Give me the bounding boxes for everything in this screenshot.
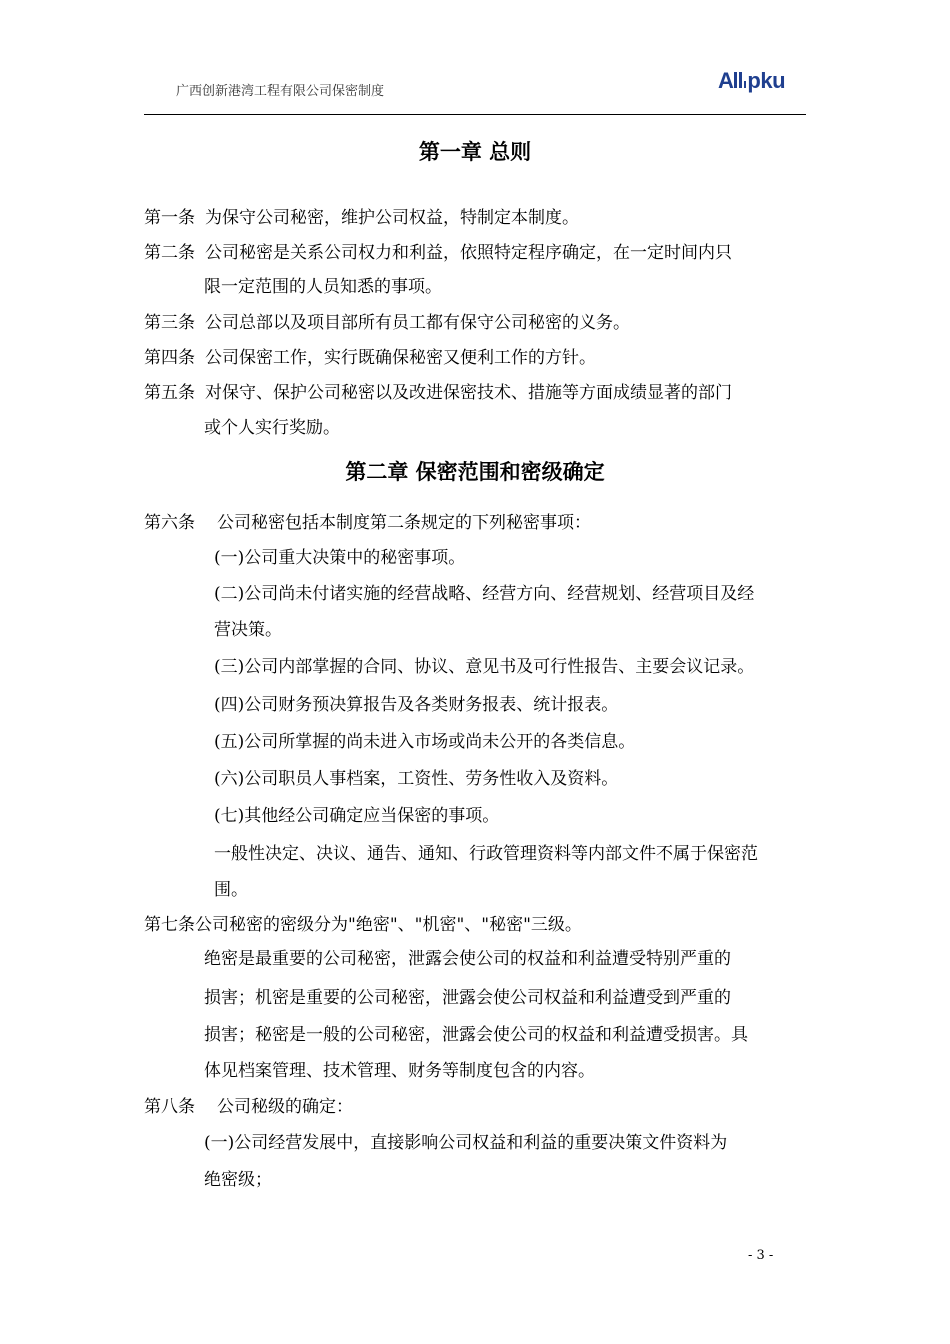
article-text: 公司保密工作，实行既确保秘密又便利工作的方针。 (205, 348, 596, 368)
article-label: 第一条 (144, 208, 195, 228)
article-label: 第八条 (144, 1097, 195, 1117)
article-8-line: (一)公司经营发展中，直接影响公司权益和利益的重要决策文件资料为 (204, 1133, 728, 1153)
article-label: 第二条 (144, 243, 195, 263)
article-6-item: (六)公司职员人事档案，工资性、劳务性收入及资料。 (214, 769, 619, 789)
article-6-item: (四)公司财务预决算报告及各类财务报表、统计报表。 (214, 695, 619, 715)
article-text: 为保守公司秘密，维护公司权益，特制定本制度。 (205, 208, 579, 228)
article-8-line: 绝密级； (204, 1170, 272, 1190)
header-title: 广西创新港湾工程有限公司保密制度 (176, 84, 385, 99)
article-4 (144, 343, 596, 368)
article-6-item: (二)公司尚未付诸实施的经营战略、经营方向、经营规划、经营项目及经 (214, 584, 755, 604)
article-7-line: 损害；秘密是一般的公司秘密，泄露会使公司的权益和利益遭受损害。具 (204, 1025, 748, 1045)
logo-bars-icon (733, 71, 747, 89)
article-text: 公司总部以及项目部所有员工都有保守公司秘密的义务。 (205, 313, 630, 333)
logo-letter: A (718, 68, 734, 93)
article-text: 对保守、保护公司秘密以及改进保密技术、措施等方面成绩显著的部门 (205, 383, 732, 403)
article-6-item: (三)公司内部掌握的合同、协议、意见书及可行性报告、主要会议记录。 (214, 657, 755, 677)
article-label: 第五条 (144, 383, 195, 403)
article-6-item: (五)公司所掌握的尚未进入市场或尚未公开的各类信息。 (214, 732, 636, 752)
article-2 (144, 238, 732, 263)
article-3 (144, 308, 630, 333)
article-7: 第七条公司秘密的密级分为"绝密"、"机密"、"秘密"三级。 (144, 915, 582, 935)
logo-suffix: pku (747, 68, 786, 93)
article-text: 公司秘级的确定： (217, 1097, 353, 1117)
article-7-line: 体见档案管理、技术管理、财务等制度包含的内容。 (204, 1061, 595, 1081)
article-7-line: 损害；机密是重要的公司秘密，泄露会使公司权益和利益遭受到严重的 (204, 988, 731, 1008)
article-8 (144, 1092, 353, 1117)
article-5 (144, 378, 732, 403)
article-6-item: 一般性决定、决议、通告、通知、行政管理资料等内部文件不属于保密范 (214, 844, 758, 864)
article-6-item: 围。 (214, 880, 248, 900)
article-6-item: 营决策。 (214, 620, 282, 640)
company-logo (718, 68, 785, 94)
article-1 (144, 203, 579, 228)
article-7-line: 绝密是最重要的公司秘密，泄露会使公司的权益和利益遭受特别严重的 (204, 949, 731, 969)
article-6-item: (一)公司重大决策中的秘密事项。 (214, 548, 466, 568)
page-number: - 3 - (748, 1248, 774, 1263)
article-label: 第六条 (144, 513, 195, 533)
header-rule (144, 114, 806, 115)
article-text: 公司秘密包括本制度第二条规定的下列秘密事项： (217, 513, 591, 533)
article-5-cont: 或个人实行奖励。 (204, 418, 340, 438)
article-6 (144, 508, 591, 533)
article-text: 公司秘密是关系公司权力和利益，依照特定程序确定，在一定时间内只 (205, 243, 732, 263)
article-label: 第三条 (144, 313, 195, 333)
chapter-1-title: 第一章 总则 (418, 140, 532, 164)
article-6-item: (七)其他经公司确定应当保密的事项。 (214, 806, 500, 826)
chapter-2-title: 第二章 保密范围和密级确定 (345, 460, 605, 484)
article-2-cont: 限一定范围的人员知悉的事项。 (204, 277, 442, 297)
article-label: 第四条 (144, 348, 195, 368)
